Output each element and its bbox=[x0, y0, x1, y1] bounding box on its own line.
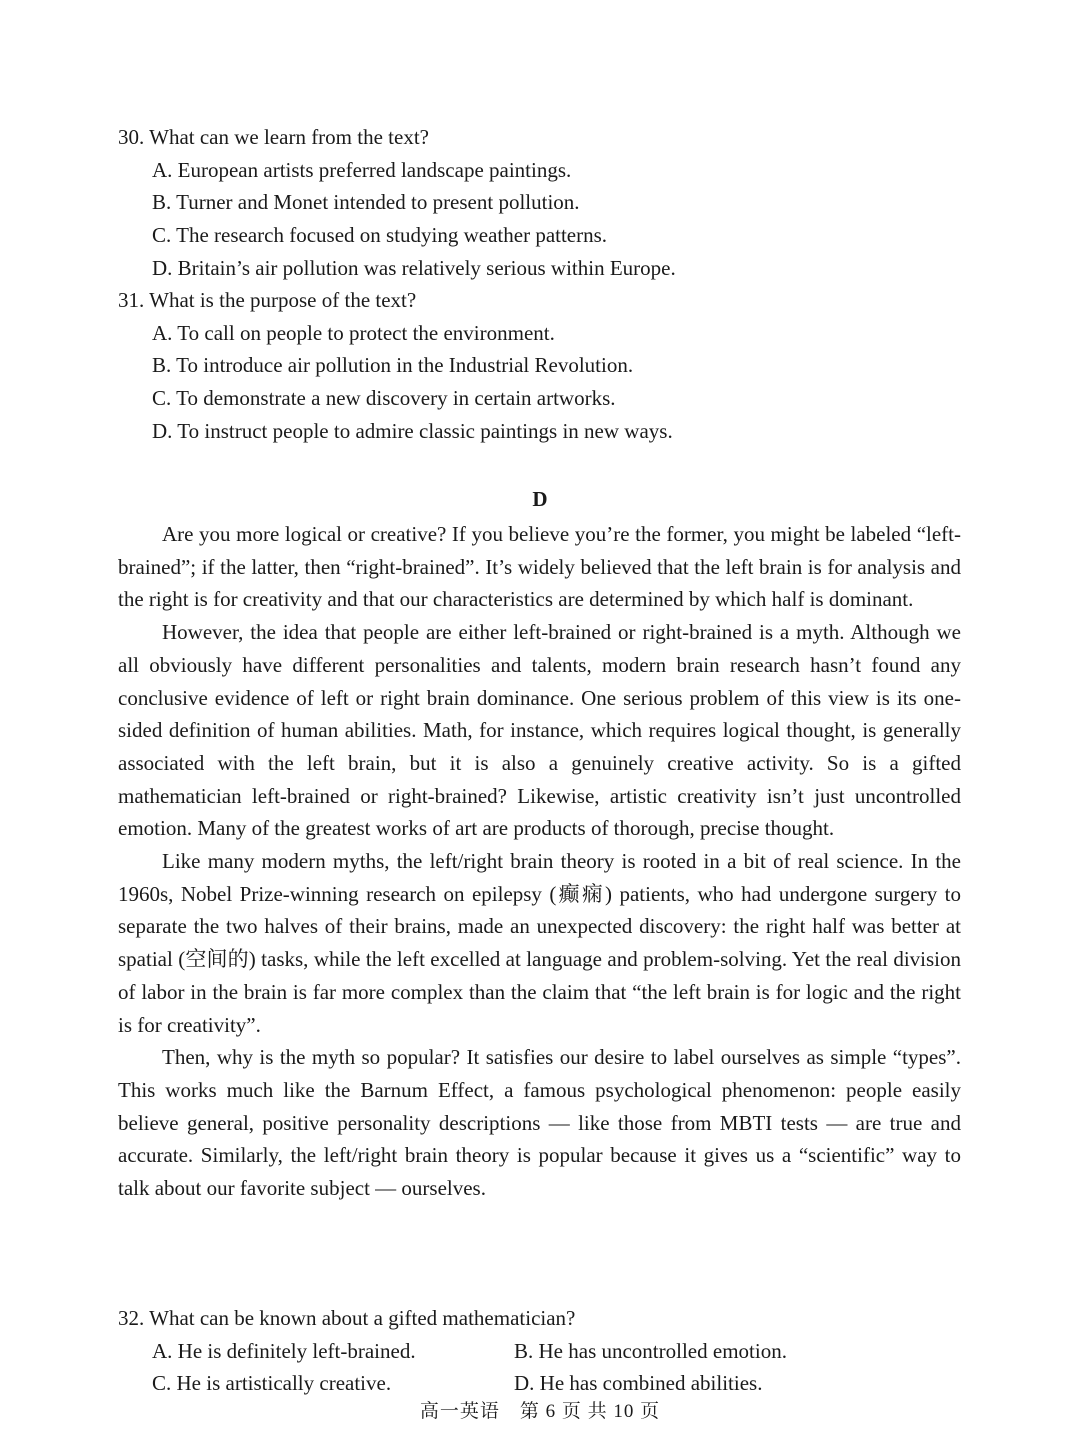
question-32-option-c: C. He is artistically creative. bbox=[152, 1371, 392, 1396]
question-32-stem: 32. What can be known about a gifted mathematician? bbox=[118, 1306, 576, 1330]
question-30 bbox=[118, 121, 968, 285]
question-30-stem: 30. What can we learn from the text? bbox=[118, 125, 429, 149]
question-32-option-d: D. He has combined abilities. bbox=[514, 1371, 763, 1396]
question-31-option-b: B. To introduce air pollution in the Industrial Revolution. bbox=[152, 353, 634, 378]
question-32-options-row-2 bbox=[118, 1367, 968, 1400]
question-30-option-b: B. Turner and Monet intended to present pollution. bbox=[152, 190, 580, 215]
question-31 bbox=[118, 284, 968, 448]
passage-paragraph-3: Like many modern myths, the left/right brain theory is rooted in a bit of real science. In the 1960s, Nobel Prize-winning research on epilepsy (癫痫) patients, who had undergone surgery to separate the two halves of their brains, made an unexpected discovery: the right half was better at spatial (空间的) tasks, while the left excelled at language and problem-solving. Yet the real division of labor in the brain is far more complex than the claim that “the left brain is for logic and the right is for creativity”. bbox=[118, 849, 961, 1037]
question-31-option-c: C. To demonstrate a new discovery in certain artworks. bbox=[152, 386, 616, 411]
page-footer: 高一英语 第 6 页 共 10 页 bbox=[419, 1401, 661, 1422]
section-d-title: D bbox=[532, 487, 548, 511]
question-31-option-d: D. To instruct people to admire classic paintings in new ways. bbox=[152, 418, 673, 443]
question-32-option-a: A. He is definitely left-brained. bbox=[152, 1338, 416, 1363]
passage-paragraph-1: Are you more logical or creative? If you believe you’re the former, you might be labeled “left-brained”; if the latter, then “right-brained”. It’s widely believed that the left brain is for analysis and the right is for creativity and that our characteristics are determined by which half is dominant. bbox=[118, 522, 961, 612]
reading-passage-d bbox=[118, 518, 961, 1205]
question-32-options-row-1 bbox=[118, 1335, 968, 1368]
question-30-option-a: A. European artists preferred landscape paintings. bbox=[152, 157, 572, 182]
question-31-option-a: A. To call on people to protect the environment. bbox=[152, 320, 555, 345]
question-30-option-d: D. Britain’s air pollution was relatively serious within Europe. bbox=[152, 255, 676, 280]
question-31-stem: 31. What is the purpose of the text? bbox=[118, 288, 417, 312]
question-32-option-b: B. He has uncontrolled emotion. bbox=[514, 1338, 787, 1363]
passage-paragraph-2: However, the idea that people are either left-brained or right-brained is a myth. Although we all obviously have different personalities and talents, modern brain research hasn’t found any conclusive evidence of left or right brain dominance. One serious problem of this view is its one-sided definition of human abilities. Math, for instance, which requires logical thought, is generally associated with the left brain, but it is also a genuinely creative activity. So is a gifted mathematician left-brained or right-brained? Likewise, artistic creativity isn’t just uncontrolled emotion. Many of the greatest works of art are products of thorough, precise thought. bbox=[118, 620, 961, 841]
question-30-option-c: C. The research focused on studying weather patterns. bbox=[152, 223, 608, 248]
question-32 bbox=[118, 1302, 968, 1400]
passage-paragraph-4: Then, why is the myth so popular? It satisfies our desire to label ourselves as simple “types”. This works much like the Barnum Effect, a famous psychological phenomenon: people easily believe general, positive personality descriptions — like those from MBTI tests — are true and accurate. Similarly, the left/right brain theory is popular because it gives us a “scientific” way to talk about our favorite subject — ourselves. bbox=[118, 1045, 961, 1201]
